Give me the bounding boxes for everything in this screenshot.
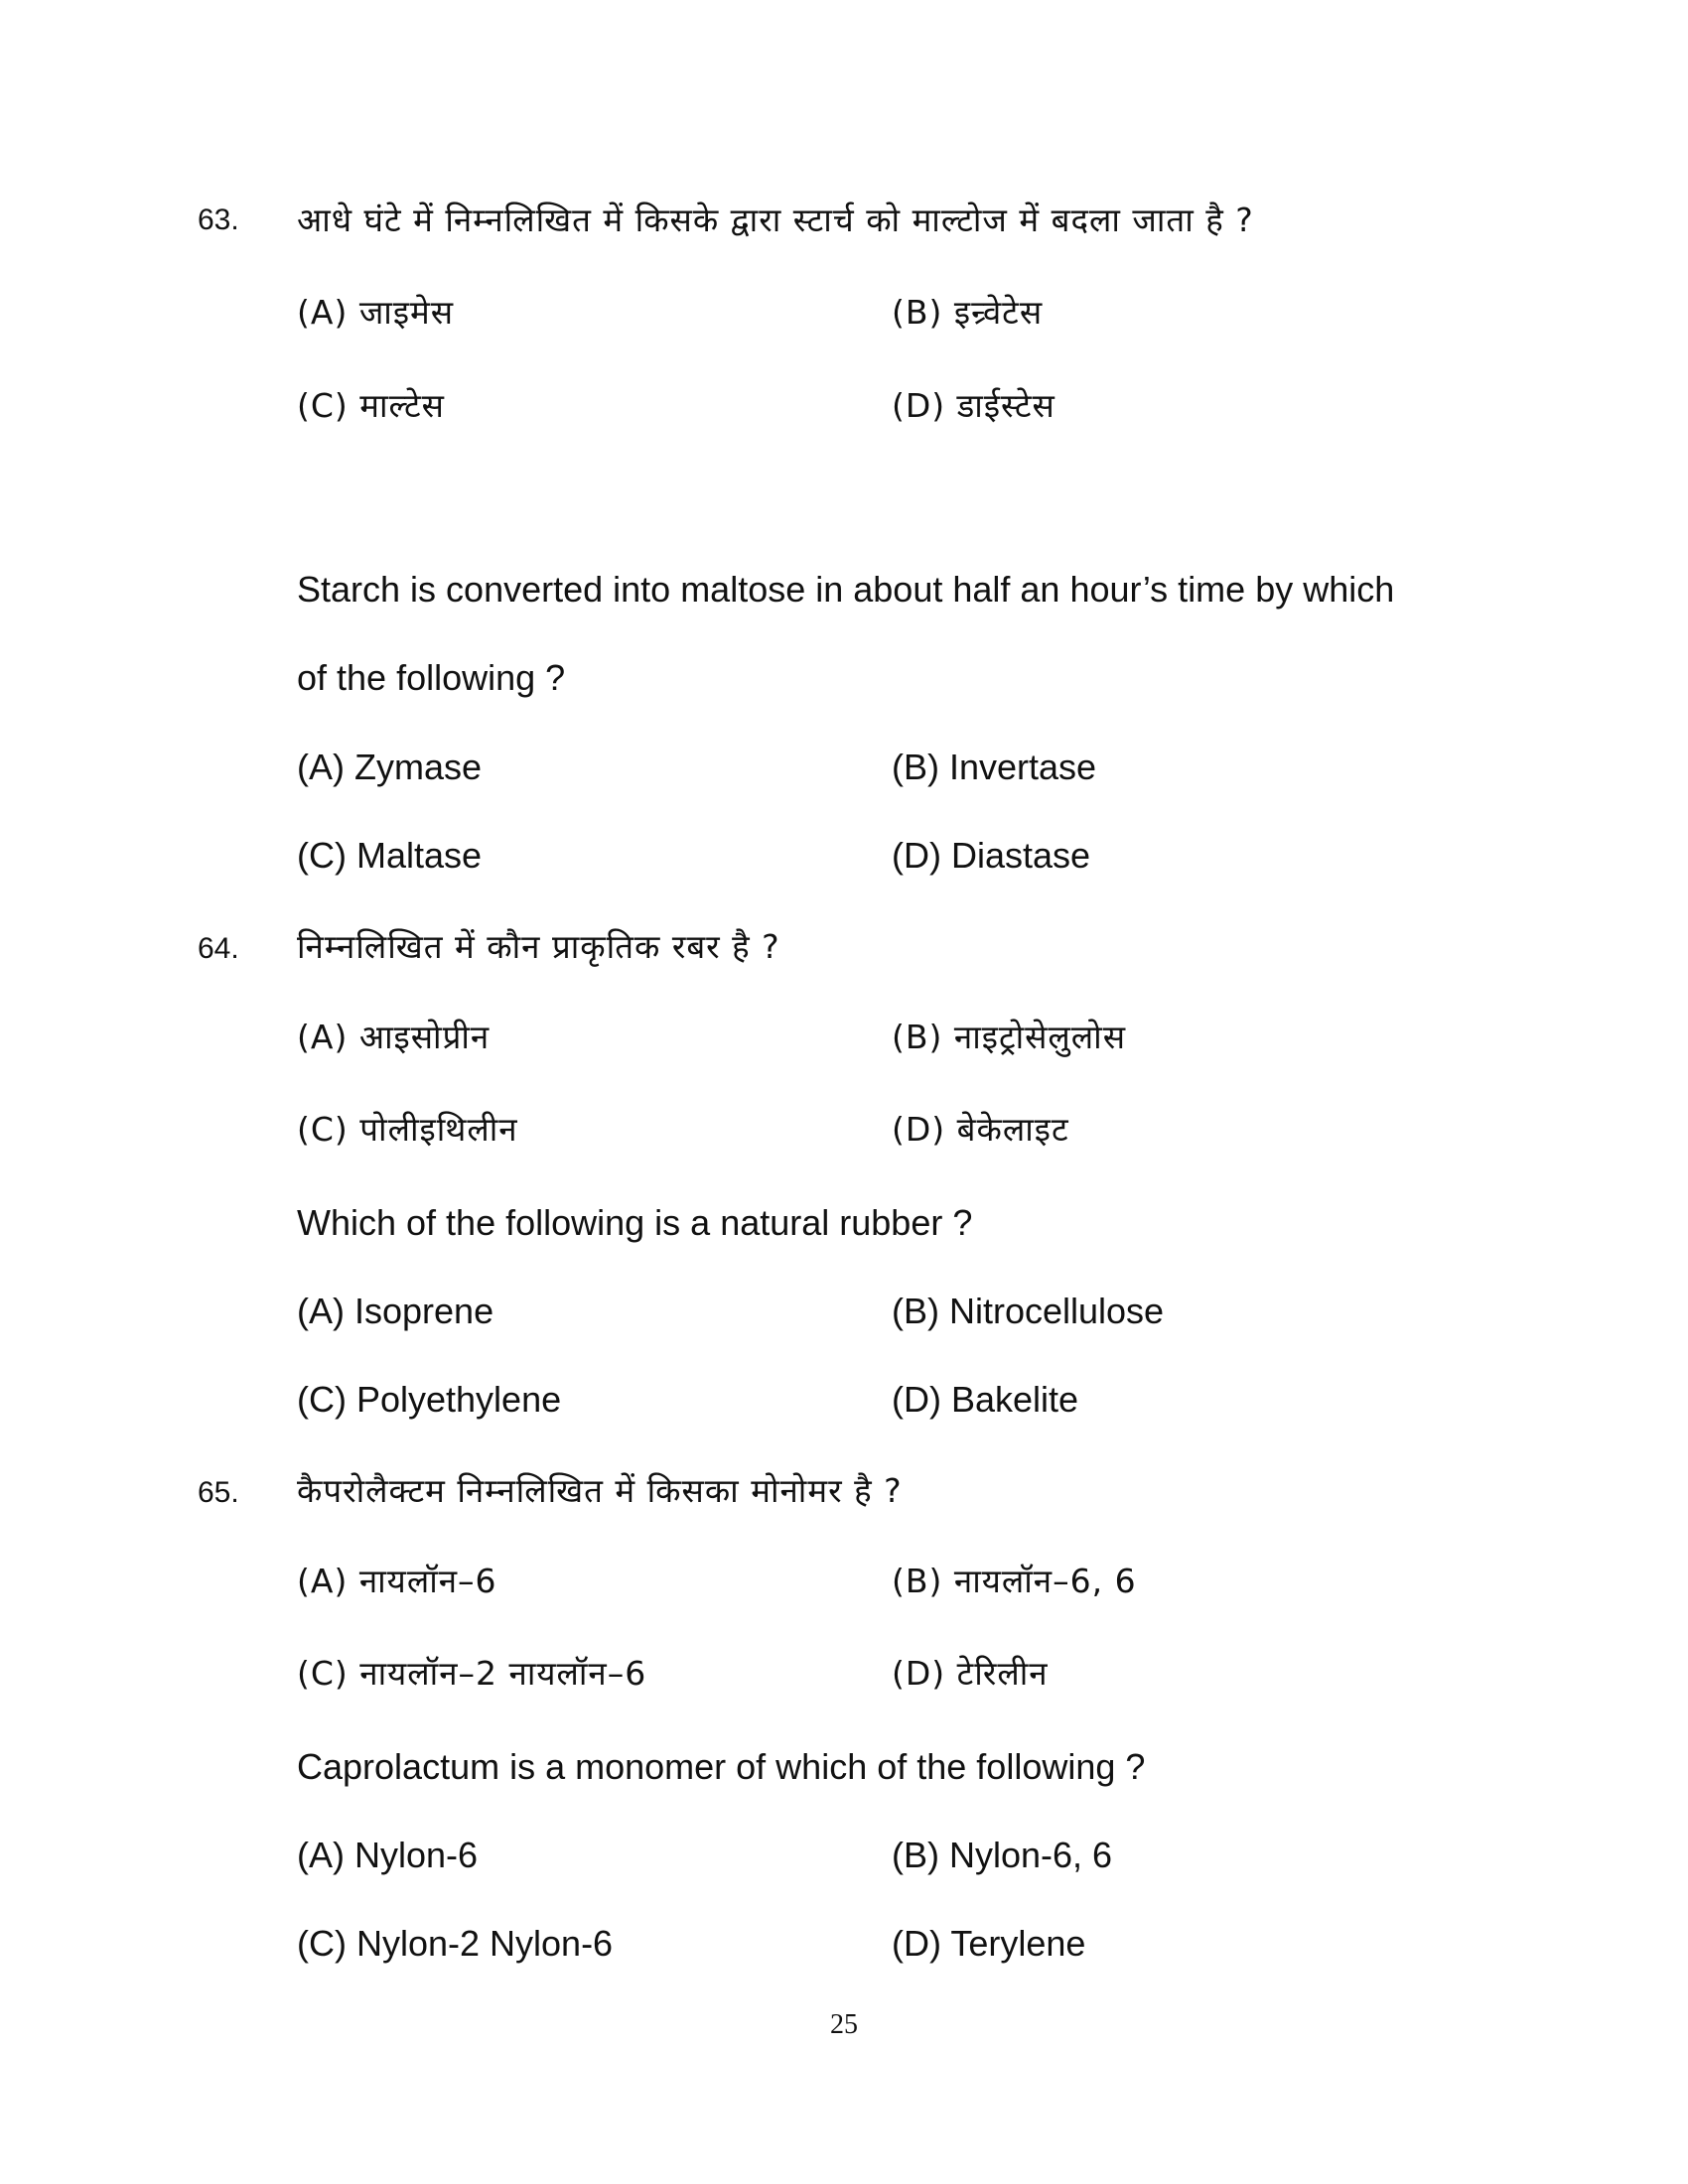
question-stem-english: Starch is converted into maltose in about half an hour’s time by which <box>297 569 1395 610</box>
option-a-english: (A) Nylon-6 <box>297 1835 479 1875</box>
option-a-hindi: (A) नायलॉन–6 <box>297 1562 497 1600</box>
option-b-english: (B) Nitrocellulose <box>892 1291 1165 1331</box>
question-stem-hindi: कैपरोलैक्टम निम्नलिखित में किसका मोनोमर है ? <box>297 1471 903 1510</box>
option-b-hindi: (B) नायलॉन–6, 6 <box>892 1562 1137 1600</box>
option-a-hindi: (A) जाइमेस <box>297 293 455 332</box>
option-b-english: (B) Invertase <box>892 747 1097 787</box>
question-stem-english: Caprolactum is a monomer of which of the following ? <box>297 1746 1146 1787</box>
option-c-english: (C) Maltase <box>297 835 483 876</box>
question-number: 63. <box>198 204 239 236</box>
option-c-hindi: (C) पोलीइथिलीन <box>297 1110 518 1149</box>
question-stem-english-cont: of the following ? <box>297 657 566 698</box>
option-d-english: (D) Terylene <box>892 1923 1086 1964</box>
option-c-hindi: (C) माल्टेस <box>297 386 445 425</box>
option-a-english: (A) Zymase <box>297 747 483 787</box>
question-number: 65. <box>198 1476 239 1509</box>
option-c-english: (C) Polyethylene <box>297 1379 562 1420</box>
question-number: 64. <box>198 932 239 965</box>
option-a-hindi: (A) आइसोप्रीन <box>297 1018 491 1056</box>
option-c-english: (C) Nylon-2 Nylon-6 <box>297 1923 614 1964</box>
question-stem-english: Which of the following is a natural rubber ? <box>297 1202 973 1243</box>
option-b-english: (B) Nylon-6, 6 <box>892 1835 1113 1875</box>
option-d-hindi: (D) टेरिलीन <box>892 1654 1049 1693</box>
question-stem-hindi: आधे घंटे में निम्नलिखित में किसके द्वारा स्टार्च को माल्टोज में बदला जाता है ? <box>297 201 1254 239</box>
option-d-english: (D) Bakelite <box>892 1379 1079 1420</box>
option-b-hindi: (B) नाइट्रोसेलुलोस <box>892 1018 1127 1056</box>
option-a-english: (A) Isoprene <box>297 1291 494 1331</box>
option-c-hindi: (C) नायलॉन–2 नायलॉन–6 <box>297 1654 647 1693</box>
question-stem-hindi: निम्नलिखित में कौन प्राकृतिक रबर है ? <box>297 927 780 966</box>
option-d-hindi: (D) डाईस्टेस <box>892 386 1055 425</box>
page-number: 25 <box>830 2009 858 2040</box>
option-d-hindi: (D) बेकेलाइट <box>892 1110 1069 1149</box>
option-b-hindi: (B) इन्र्वेटेस <box>892 293 1044 332</box>
option-d-english: (D) Diastase <box>892 835 1091 876</box>
